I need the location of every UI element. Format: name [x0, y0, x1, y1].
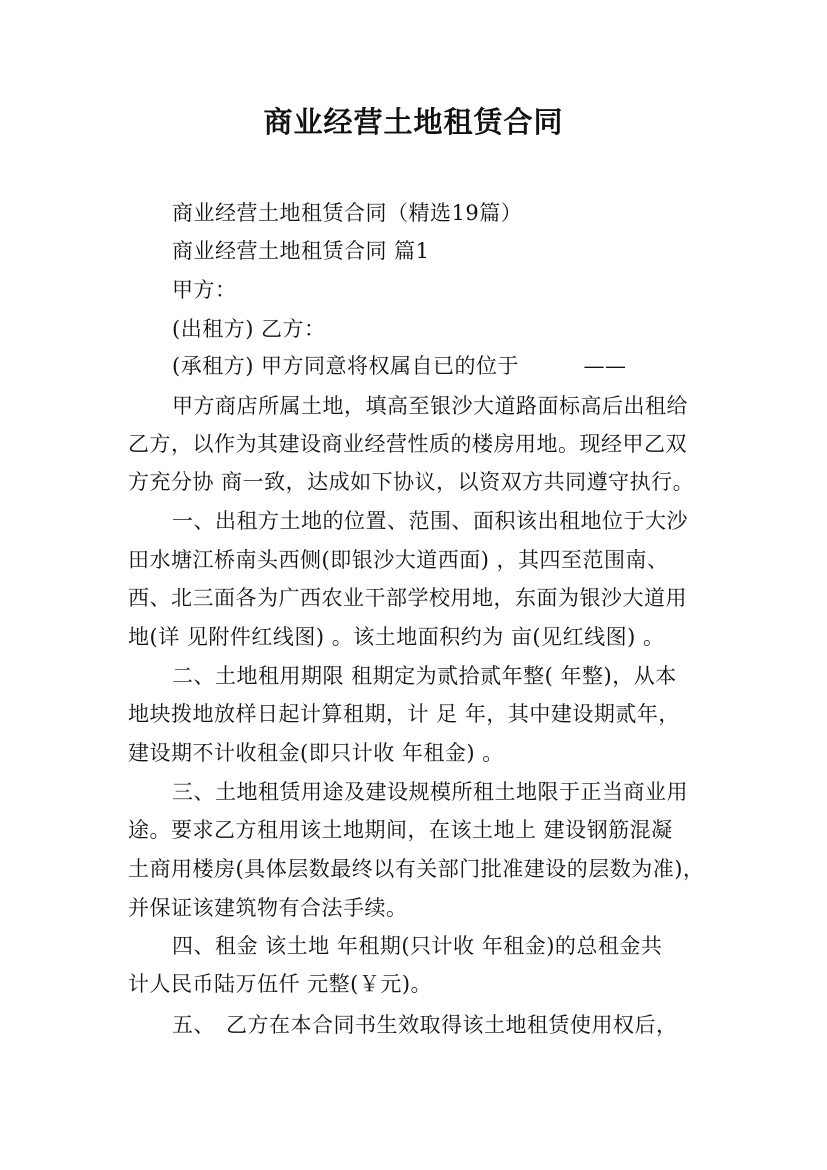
- paragraph-line: 西、北三面各为广西农业干部学校用地，东面为银沙大道用: [128, 586, 687, 610]
- paragraph-line: 方充分协 商一致，达成如下协议，以资双方共同遵守执行。: [128, 470, 695, 494]
- paragraph-line: 乙方，以作为其建设商业经营性质的楼房用地。现经甲乙双: [128, 432, 687, 456]
- paragraph-line: 二、土地租用期限 租期定为贰拾贰年整( 年整)，从本: [172, 664, 677, 688]
- paragraph-line: 计人民币陆万伍仟 元整(￥元)。: [128, 972, 433, 996]
- paragraph-line: 四、租金 该土地 年租期(只计收 年租金)的总租金共: [172, 934, 663, 958]
- paragraph-line: 并保证该建筑物有合法手续。: [128, 896, 408, 920]
- paragraph-line: 一、出租方土地的位置、范围、面积该出租地位于大沙: [172, 509, 688, 533]
- subtitle-line: 商业经营土地租赁合同（精选19篇）: [172, 201, 523, 225]
- paragraph-line: 甲方商店所属土地，填高至银沙大道路面标高后出租给: [172, 394, 688, 418]
- paragraph-line: 田水塘江桥南头西侧(即银沙大道西面) ，其四至范围南、: [128, 548, 669, 572]
- paragraph-line: 地块拨地放样日起计算租期，计 足 年，其中建设期贰年，: [128, 702, 680, 726]
- party-a-line: 甲方：: [172, 278, 237, 302]
- paragraph-line: 土商用楼房(具体层数最终以有关部门批准建设的层数为准)，: [128, 857, 705, 881]
- lessee-line: (承租方) 甲方同意将权属自已的位于 ——: [172, 354, 627, 378]
- paragraph-line: 三、土地租赁用途及建设规模所租土地限于正当商业用: [172, 780, 688, 804]
- paragraph-line: 途。要求乙方租用该土地期间，在该土地上 建设钢筋混凝: [128, 818, 673, 842]
- lessor-line: (出租方) 乙方：: [172, 317, 326, 341]
- section-heading: 商业经营土地租赁合同 篇1: [172, 239, 430, 263]
- paragraph-line: 建设期不计收租金(即只计收 年租金) 。: [128, 741, 504, 765]
- paragraph-line: 地(详 见附件红线图) 。该土地面积约为 亩(见红线图) 。: [128, 625, 665, 649]
- document-title: 商业经营土地租赁合同: [263, 105, 564, 139]
- paragraph-line: 五、 乙方在本合同书生效取得该土地租赁使用权后，: [172, 1013, 678, 1037]
